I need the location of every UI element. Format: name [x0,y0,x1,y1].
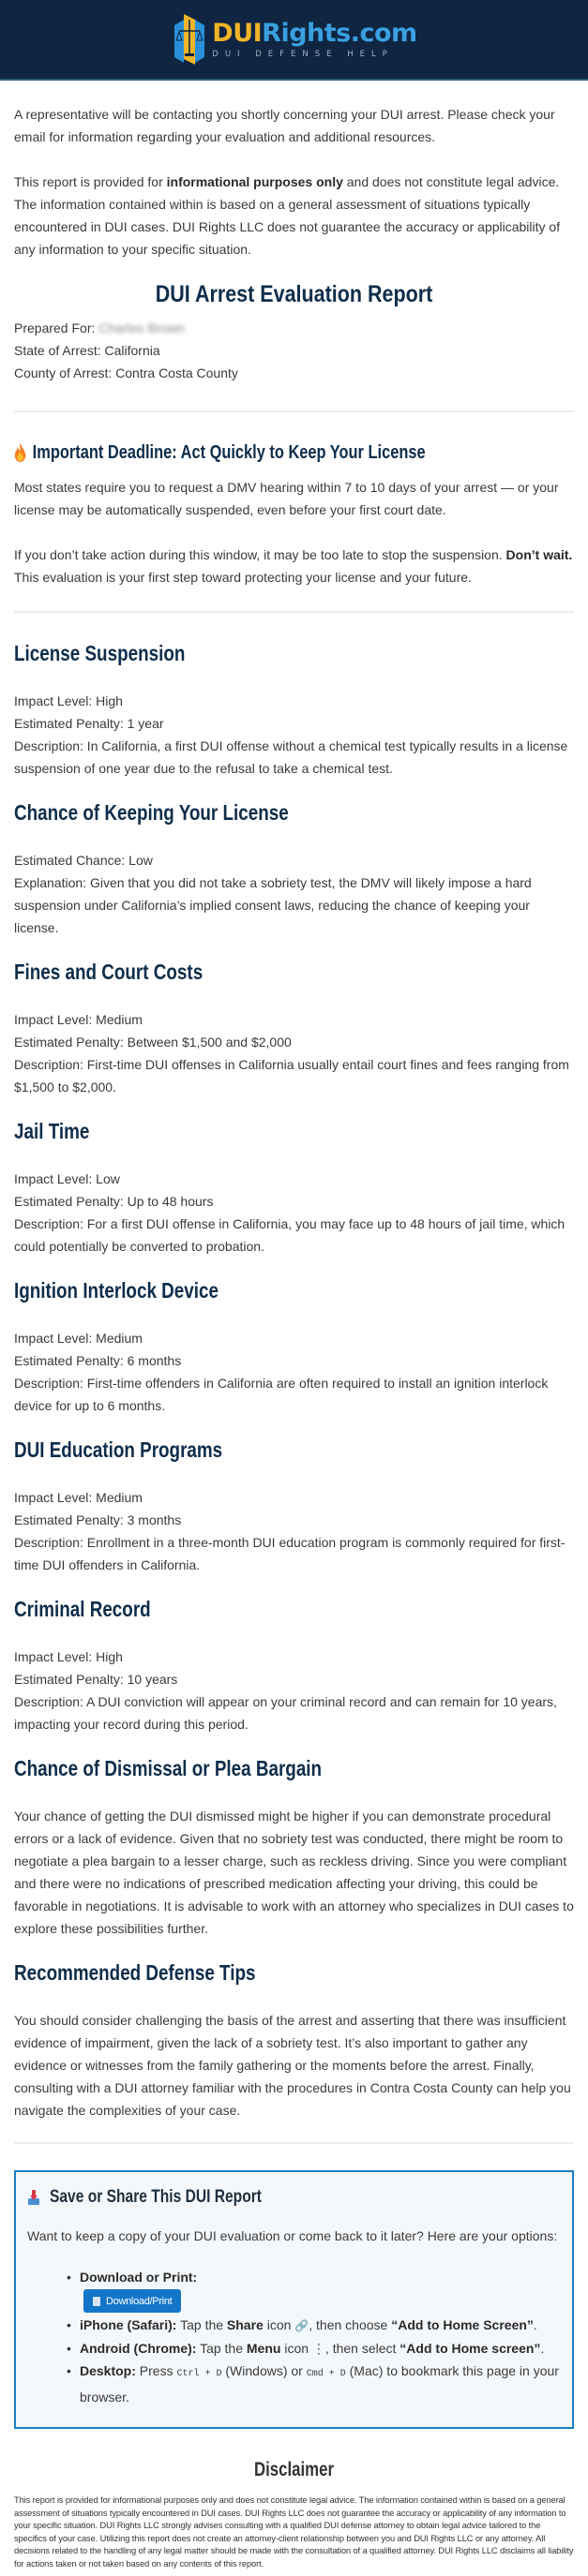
section-heading: Criminal Record [14,1597,151,1621]
legal-notice: This report is provided for informational purposes only and does not constitute legal advice. The information contained within is based on a general assessment of situations typically encountered in DUI cases. DUI Rights LLC does not guarantee the accuracy or applicability of any information to your specific situation. [14,174,561,257]
section-education-programs [14,1436,574,1576]
section-chance-keeping-license [14,798,574,939]
kbd-cmd-d: Cmd + D [306,2369,346,2379]
state-of-arrest: State of Arrest: California [14,343,160,358]
section-license-suspension [14,639,574,780]
estimated-penalty: Estimated Penalty: 6 months [14,1353,182,1368]
description: Description: Enrollment in a three-month DUI education program is commonly required for first-time DUI offenders in California. [14,1535,565,1572]
download-print-button[interactable]: Download/Print [83,2289,181,2313]
disclaimer-text: This report is provided for informational purposes only and does not constitute legal advice. The information contained within is based on a general assessment of situations typically encountered in DUI cases. DUI Rights LLC does not guarantee the accuracy or applicability of any information to your specific situation. DUI Rights LLC strongly advises consulting with a qualified DUI defense attorney to obtain legal advice tailored to the specifics of your case. Utilizing this report does not create an attorney-client relationship between you and DUI Rights LLC or any attorney. All decisions related to the handling of any legal matter should be made with the consultation of a qualified attorney. DUI Rights LLC disclaims all liability for actions taken or not taken based on any contents of this report. [14,2495,574,2569]
section-heading: Ignition Interlock Device [14,1278,219,1303]
section-dismissal-plea [14,1754,574,1940]
explanation: Explanation: Given that you did not take a sobriety test, the DMV will likely impose a hard suspension under California’s implied consent laws, reducing the chance of keeping your license. [14,875,532,935]
estimated-penalty: Estimated Penalty: Up to 48 hours [14,1194,214,1209]
intro [14,103,574,261]
dismissal-text: Your chance of getting the DUI dismissed might be higher if you can demonstrate procedural errors or a lack of evidence. Given that no sobriety test was conducted, there might be room to negotiate a plea bargain to a lesser charge, such as reckless driving. Since you were compliant and there were no indications of prescribed medication affecting your driving, this could be favorable in negotiations. It is advisable to work with an attorney who specializes in DUI cases to explore these possibilities further. [14,1809,574,1936]
contact-notice: A representative will be contacting you shortly concerning your DUI arrest. Please check your email for information regarding your evaluation and additional resources. [14,107,555,144]
disclaimer [14,2457,574,2576]
report-content [0,103,588,2576]
section-ignition-interlock [14,1276,574,1417]
impact-level: Impact Level: Medium [14,1331,143,1346]
share-link-icon: 🔗 [294,2319,309,2332]
impact-level: Impact Level: High [14,1649,123,1664]
estimated-penalty: Estimated Penalty: 1 year [14,716,164,731]
estimated-penalty: Estimated Penalty: Between $1,500 and $2,000 [14,1035,292,1050]
section-heading: Chance of Keeping Your License [14,800,289,825]
report-title: DUI Arrest Evaluation Report [155,281,433,307]
section-heading: Jail Time [14,1119,90,1143]
impact-level: Impact Level: Medium [14,1012,143,1027]
estimated-penalty: Estimated Penalty: 10 years [14,1672,178,1687]
description: Description: First-time offenders in California are often required to install an ignition interlock device for up to 6 months. [14,1376,549,1413]
deadline-heading: Important Deadline: Act Quickly to Keep Your License [14,439,474,467]
save-share-heading: Save or Share This DUI Report [27,2185,561,2210]
divider [14,611,574,613]
site-logo[interactable] [171,12,416,67]
deadline-paragraph-2: If you don’t take action during this window, it may be too late to stop the suspension. Don’t wait. This evaluation is your first step toward protecting your license and your future. [14,547,573,585]
section-heading: Fines and Court Costs [14,960,204,984]
section-criminal-record [14,1595,574,1735]
list-item-iphone: • iPhone (Safari): Tap the Share icon 🔗, then choose “Add to Home Screen”. [80,2314,561,2337]
disclaimer-title: Disclaimer [254,2459,334,2480]
divider [14,410,574,412]
fire-icon [14,443,26,462]
impact-level: Impact Level: High [14,693,123,708]
section-defense-tips [14,1958,574,2122]
report-meta [14,317,574,384]
county-of-arrest: County of Arrest: Contra Costa County [14,365,238,380]
impact-level: Impact Level: Medium [14,1490,143,1505]
list-item-desktop: • Desktop: Press Ctrl + D (Windows) or Cmd + D (Mac) to bookmark this page in your browser. [80,2360,561,2408]
deadline-paragraph-1: Most states require you to request a DMV hearing within 7 to 10 days of your arrest — or your license may be automatically suspended, even before your first court date. [14,480,559,517]
prepared-for-name-blurred: Charles Brown [98,320,186,335]
document-icon [93,2297,100,2306]
description: Description: First-time DUI offenses in California usually entail court fines and fees ranging from $1,500 to $2,000. [14,1057,569,1094]
estimated-chance: Estimated Chance: Low [14,853,153,868]
save-options-list [27,2266,561,2408]
save-share-intro: Want to keep a copy of your DUI evaluation or come back to it later? Here are your options: [27,2228,558,2243]
site-header [0,0,588,81]
inbox-tray-icon [27,2189,40,2206]
section-jail-time [14,1117,574,1258]
section-heading: License Suspension [14,641,186,665]
logo-tagline: DUI DEFENSE HELP [212,49,394,59]
deadline-section [14,439,574,588]
section-heading: DUI Education Programs [14,1437,223,1462]
divider [14,2142,574,2144]
prepared-for: Prepared For: Charles Brown [14,320,186,335]
description: Description: For a first DUI offense in California, you may face up to 48 hours of jail time, which could potentially be converted to probation. [14,1216,565,1254]
logo-wordmark: DUIRights.com [212,18,417,48]
impact-level: Impact Level: Low [14,1171,120,1186]
save-share-box [14,2170,574,2429]
list-item-download: • Download or Print: Download/Print [80,2266,561,2314]
section-heading: Chance of Dismissal or Plea Bargain [14,1756,323,1780]
estimated-penalty: Estimated Penalty: 3 months [14,1512,182,1527]
defense-tips-text: You should consider challenging the basis of the arrest and asserting that there was insufficient evidence of impairment, given the lack of a sobriety test. It’s also important to gather any evidence or witnesses from the family gathering or the moments before the arrest. Finally, consulting with a DUI attorney familiar with the procedures in Contra Costa County can help you navigate the complexities of your case. [14,2013,571,2118]
scales-of-justice-logo-icon [171,12,208,67]
description: Description: A DUI conviction will appear on your criminal record and can remain for 10 years, impacting your record during this period. [14,1694,557,1732]
section-fines-court-costs [14,958,574,1098]
list-item-android: • Android (Chrome): Tap the Menu icon ⋮, then select “Add to Home screen”. [80,2337,561,2360]
section-heading: Recommended Defense Tips [14,1960,256,1985]
description: Description: In California, a first DUI offense without a chemical test typically results in a license suspension of one year due to the refusal to take a chemical test. [14,738,568,776]
kbd-ctrl-d: Ctrl + D [176,2369,222,2379]
